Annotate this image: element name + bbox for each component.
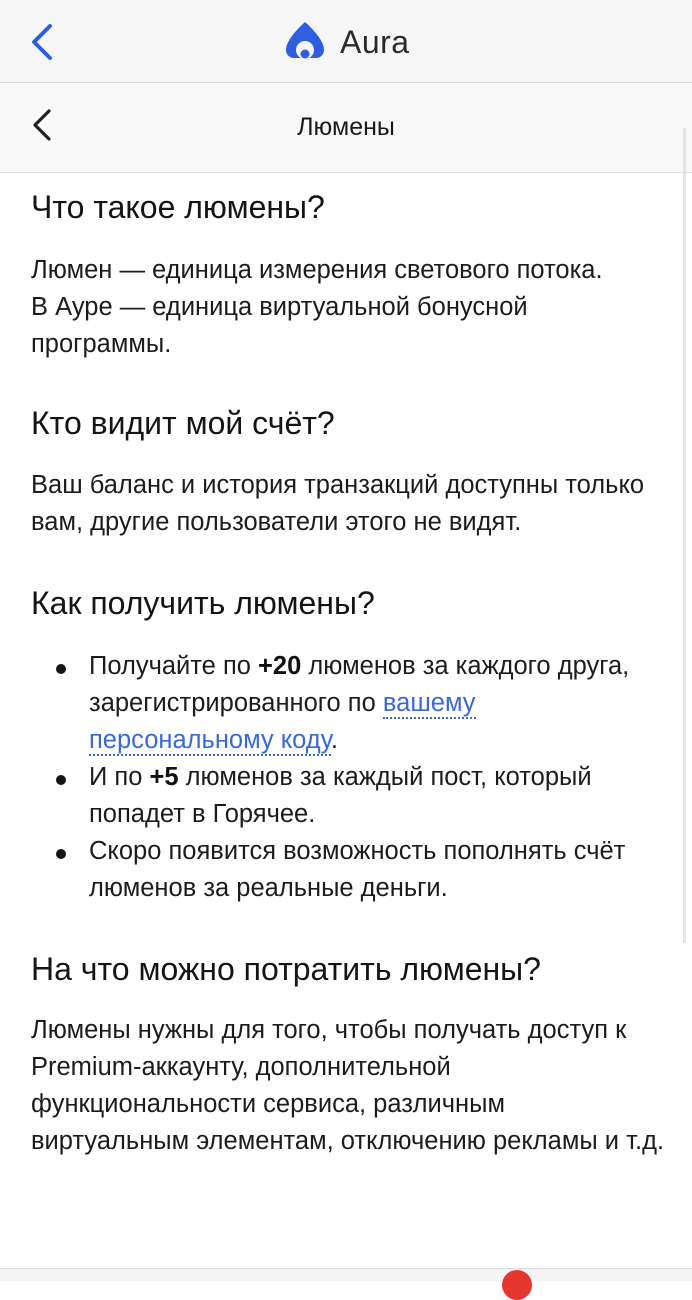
item-text: люменов за каждый пост, который попадет в Горячее. bbox=[89, 763, 592, 828]
page-header bbox=[0, 83, 692, 173]
faq-content bbox=[31, 178, 667, 1160]
list-item bbox=[31, 648, 667, 759]
scrollbar[interactable] bbox=[683, 128, 686, 943]
section-heading: Кто видит мой счёт? bbox=[31, 405, 335, 441]
item-text: Получайте по bbox=[89, 652, 259, 680]
chevron-left-icon bbox=[28, 22, 58, 62]
text-line: В Ауре — единица виртуальной бонусной программы. bbox=[31, 293, 528, 358]
section-text: Люмены нужны для того, чтобы получать доступ к Premium-аккаунту, дополнительной функциональности сервиса, различным виртуальным элементам, отключению рекламы и т.д. bbox=[31, 1016, 665, 1155]
app-header bbox=[0, 0, 692, 83]
aura-logo-icon bbox=[282, 20, 328, 64]
section-heading: Что такое люмены? bbox=[31, 189, 325, 225]
text-line: Люмен — единица измерения светового потока. bbox=[31, 256, 603, 284]
section-heading: Как получить люмены? bbox=[31, 585, 375, 621]
bottom-bar bbox=[0, 1268, 692, 1281]
bullet bbox=[56, 849, 66, 859]
earn-list bbox=[31, 648, 667, 907]
list-item bbox=[31, 833, 667, 907]
bullet bbox=[56, 775, 66, 785]
item-text: люменов за каждого друга, зарегистрированного по bbox=[89, 652, 630, 717]
page-title: Люмены bbox=[297, 113, 395, 141]
item-text: . bbox=[330, 726, 338, 754]
amount: +5 bbox=[149, 763, 179, 791]
notification-dot[interactable] bbox=[502, 1270, 532, 1300]
app-name: Aura bbox=[340, 23, 410, 60]
back-button[interactable] bbox=[28, 22, 58, 62]
bullet bbox=[56, 664, 66, 674]
section-text: Ваш баланс и история транзакций доступны только вам, другие пользователи этого не видят. bbox=[31, 471, 645, 536]
brand bbox=[282, 20, 410, 64]
section-heading: На что можно потратить люмены? bbox=[31, 951, 541, 987]
amount: +20 bbox=[258, 652, 302, 680]
section-text bbox=[31, 252, 667, 363]
personal-code-link[interactable]: вашему персональному коду bbox=[89, 689, 476, 754]
item-text: Скоро появится возможность пополнять счёт люменов за реальные деньги. bbox=[89, 837, 626, 902]
item-text: И по bbox=[89, 763, 150, 791]
list-item bbox=[31, 759, 667, 833]
